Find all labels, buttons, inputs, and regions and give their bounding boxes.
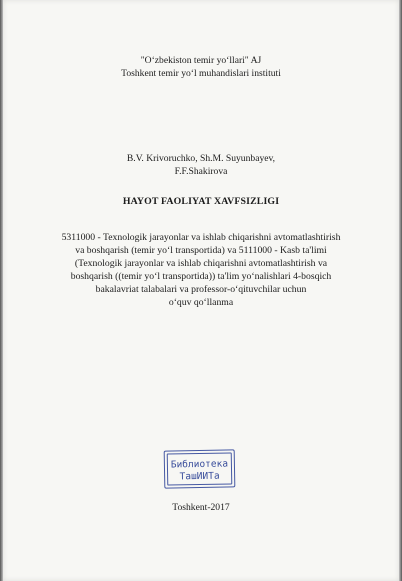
authors-line-2: F.F.Shakirova — [174, 166, 228, 177]
stamp-line-2: ТашИИТа — [179, 470, 220, 483]
authors-line-1: B.V. Krivoruchko, Sh.M. Suyunbayev, — [126, 153, 276, 164]
stamp-line-1: Библиотека — [170, 458, 229, 471]
institution-line-2: Toshkent temir yo‘l muhandislari instituti — [121, 68, 281, 79]
description-line-3: (Texnologik jarayonlar va ishlab chiqarishni avtomatlashtirish va — [74, 258, 328, 269]
institution-line-1: "O‘zbekiston temir yo‘llari" AJ — [140, 55, 262, 66]
title-page — [3, 0, 399, 581]
description-line-4: boshqarish ((temir yo‘l transportida)) ta'lim yo‘nalishlari 4-bosqich — [70, 271, 332, 282]
description-line-2: va boshqarish (temir yo‘l transportida) va 5111000 - Kasb ta'limi — [75, 245, 327, 256]
book-title: HAYOT FAOLIYAT XAVFSIZLIGI — [122, 196, 280, 207]
description-line-6: o‘quv qo‘llanma — [168, 297, 234, 308]
description-line-1: 5311000 - Texnologik jarayonlar va ishlab chiqarishni avtomatlashtirish — [61, 232, 341, 243]
city-year: Toshkent-2017 — [172, 502, 230, 513]
description-line-5: bakalavriat talabalari va professor-o‘qituvchilar uchun — [95, 284, 307, 295]
library-stamp — [164, 449, 236, 488]
